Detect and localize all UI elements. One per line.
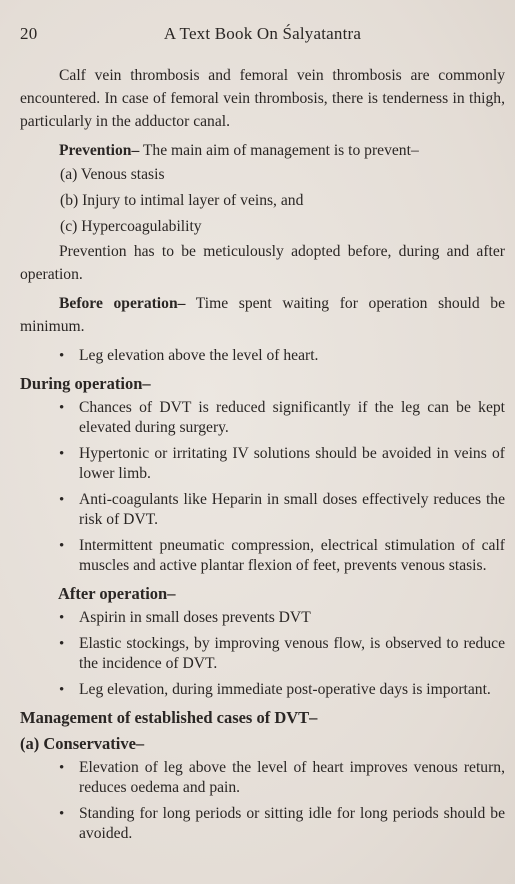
prevention-closing: Prevention has to be meticulously adopted before, during and after operation. — [20, 243, 505, 283]
list-item: • Elastic stockings, by improving venous flow, is observed to reduce the incidence of DVT. — [59, 635, 505, 672]
management-heading: Management of established cases of DVT– — [20, 708, 318, 727]
list-item: (b) Injury to intimal layer of veins, and — [60, 192, 304, 209]
list-item: • Anti-coagulants like Heparin in small doses effectively reduces the risk of DVT. — [59, 491, 505, 528]
before-operation-paragraph — [20, 292, 505, 338]
intro-paragraph: Calf vein thrombosis and femoral vein thrombosis are commonly encountered. In case of femoral vein thrombosis, there is tenderness in thigh, particularly in the adductor canal. — [20, 67, 505, 130]
before-operation-label: Before operation– — [59, 295, 186, 312]
list-item: • Chances of DVT is reduced significantly if the leg can be kept elevated during surgery. — [59, 399, 505, 436]
before-operation-list — [20, 346, 505, 366]
prevention-list — [20, 162, 505, 240]
list-item: • Leg elevation above the level of heart. — [59, 347, 319, 364]
bullet-icon: • — [59, 538, 65, 554]
list-item: (c) Hypercoagulability — [60, 218, 202, 235]
during-operation-heading: During operation– — [20, 374, 151, 393]
page-header — [20, 24, 505, 50]
bullet-icon: • — [59, 760, 65, 776]
after-operation-list — [20, 608, 505, 700]
prevention-label: Prevention– — [59, 142, 140, 159]
bullet-icon: • — [59, 492, 65, 508]
bullet-icon: • — [59, 400, 65, 416]
bullet-icon: • — [59, 446, 65, 462]
list-item: • Standing for long periods or sitting idle for long periods should be avoided. — [59, 805, 505, 842]
list-item: (a) Venous stasis — [60, 166, 165, 183]
during-operation-list — [20, 398, 505, 576]
list-item: • Elevation of leg above the level of heart improves venous return, reduces oedema and pain. — [59, 759, 505, 796]
after-operation-heading: After operation– — [58, 584, 176, 603]
list-item: • Hypertonic or irritating IV solutions should be avoided in veins of lower limb. — [59, 445, 505, 482]
list-item: • Leg elevation, during immediate post-operative days is important. — [59, 681, 491, 698]
before-operation-text: Time spent waiting for operation should be minimum. — [20, 295, 506, 335]
page-number: 20 — [20, 24, 38, 43]
bullet-icon: • — [59, 682, 65, 698]
conservative-heading: (a) Conservative– — [20, 734, 145, 753]
list-item: • Aspirin in small doses prevents DVT — [59, 609, 311, 626]
conservative-list — [20, 758, 505, 844]
list-item: • Intermittent pneumatic compression, electrical stimulation of calf muscles and active plantar flexion of feet, prevents venous stasis. — [59, 537, 505, 574]
bullet-icon: • — [59, 636, 65, 652]
bullet-icon: • — [59, 806, 65, 822]
prevention-paragraph — [20, 139, 505, 162]
prevention-text: The main aim of management is to prevent– — [139, 142, 419, 159]
bullet-icon: • — [59, 610, 65, 626]
bullet-icon: • — [59, 348, 65, 364]
running-title: A Text Book On Śalyatantra — [163, 24, 362, 43]
